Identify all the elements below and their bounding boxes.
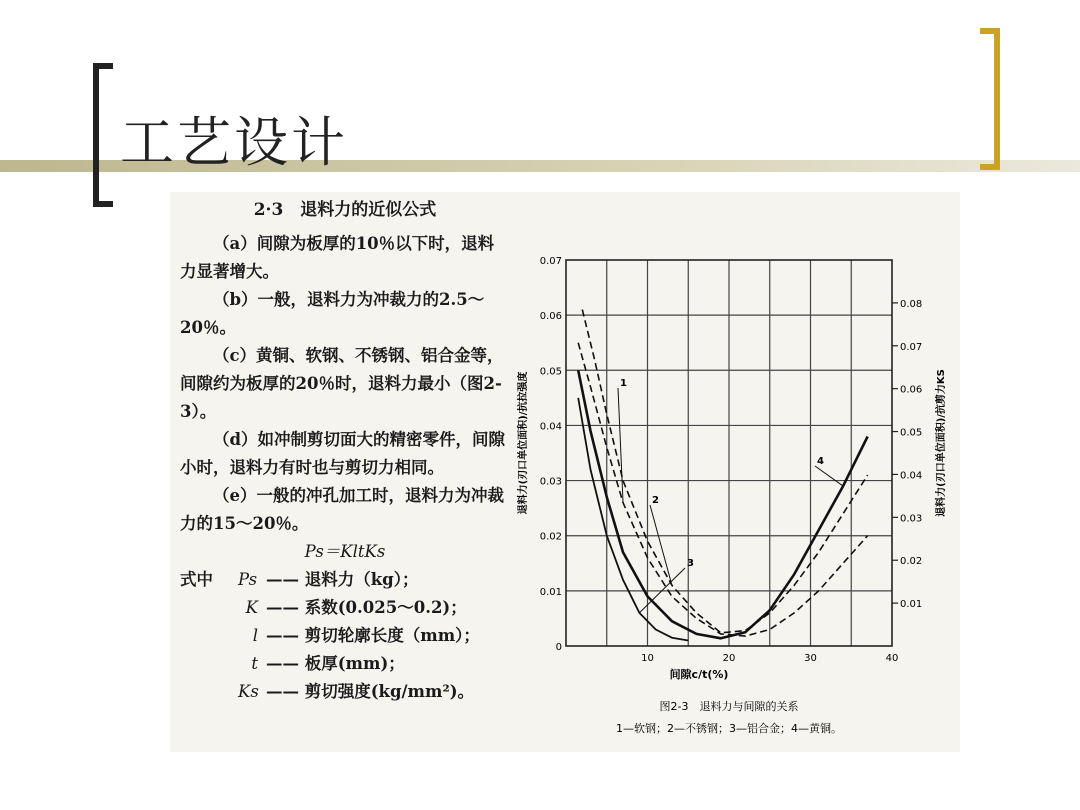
definition-text: —— 系数(0.025～0.2)； bbox=[266, 598, 467, 617]
y-right-tick-label: 0.08 bbox=[900, 298, 923, 310]
formula: Ps＝KltKs bbox=[304, 542, 386, 561]
chart-figure bbox=[512, 248, 960, 748]
y-right-axis-title: 退料力(刃口单位面积)/抗剪力KS bbox=[936, 369, 947, 517]
definition-symbol: K bbox=[245, 598, 258, 617]
series-label-leader bbox=[815, 466, 843, 486]
y-right-tick-label: 0.02 bbox=[900, 556, 923, 568]
series-label: 1 bbox=[620, 378, 627, 389]
y-right-tick-label: 0.03 bbox=[900, 513, 923, 525]
x-tick-label: 40 bbox=[885, 653, 899, 664]
y-left-tick-label: 0.01 bbox=[539, 586, 562, 598]
x-tick-label: 20 bbox=[722, 653, 736, 664]
series-3-line bbox=[578, 398, 688, 641]
y-right-tick-label: 0.04 bbox=[900, 470, 923, 482]
definition-text: —— 退料力（kg）； bbox=[266, 570, 419, 589]
y-left-tick-label: 0.06 bbox=[539, 311, 562, 323]
figure-legend-text: 1—软钢；2—不锈钢；3—铝合金；4—黄铜。 bbox=[616, 722, 842, 735]
definition-row bbox=[180, 622, 510, 650]
definition-row bbox=[180, 678, 510, 706]
paragraph-d: （d）如冲制剪切面大的精密零件，间隙小时，退料力有时也与剪切力相同。 bbox=[180, 430, 506, 477]
y-left-tick-label: 0.03 bbox=[539, 476, 562, 488]
series-label: 4 bbox=[817, 456, 824, 467]
left-bracket-decoration bbox=[93, 63, 113, 207]
series-label: 2 bbox=[652, 495, 659, 506]
x-tick-label: 10 bbox=[641, 653, 654, 664]
paragraph-a: （a）间隙为板厚的10％以下时，退料力显著增大。 bbox=[180, 234, 495, 281]
paragraph-c: （c）黄铜、软钢、不锈钢、铝合金等，间隙约为板厚的20％时，退料力最小（图2-3）。 bbox=[180, 346, 504, 421]
definition-text: —— 板厚(mm)； bbox=[266, 654, 405, 673]
y-left-tick-label: 0.02 bbox=[539, 531, 562, 543]
series-label-leader bbox=[650, 505, 672, 585]
definition-symbol: Ps bbox=[238, 570, 258, 589]
x-tick-label: 30 bbox=[804, 653, 817, 664]
defs-intro: 式中 bbox=[180, 570, 213, 589]
y-right-tick-label: 0.07 bbox=[900, 341, 923, 353]
section-heading: 2·3 退料力的近似公式 bbox=[253, 200, 437, 220]
definition-row bbox=[180, 566, 510, 594]
definition-symbol: Ks bbox=[238, 682, 259, 701]
paragraph-e: （e）一般的冲孔加工时，退料力为冲裁力的15～20％。 bbox=[180, 486, 504, 533]
definition-symbol: l bbox=[252, 626, 258, 645]
series-label: 3 bbox=[687, 558, 694, 569]
y-right-tick-label: 0.01 bbox=[900, 599, 923, 611]
figure-caption: 图2-3 退料力与间隙的关系 bbox=[659, 700, 799, 713]
slide-title: 工艺设计 bbox=[120, 111, 348, 174]
y-left-axis-title: 退料力(刃口单位面积)/抗拉强度 bbox=[518, 371, 529, 515]
definition-symbol: t bbox=[251, 654, 258, 673]
y-left-tick-label: 0 bbox=[555, 642, 562, 653]
section-text bbox=[180, 196, 510, 706]
x-axis-title: 间隙c/t(%) bbox=[669, 668, 729, 681]
series-4-line bbox=[578, 370, 867, 638]
y-left-tick-label: 0.07 bbox=[539, 256, 562, 267]
definition-row bbox=[180, 594, 510, 622]
definition-text: —— 剪切强度(kg/mm²)。 bbox=[266, 682, 474, 701]
right-bracket-decoration bbox=[980, 28, 1000, 170]
definition-text: —— 剪切轮廓长度（mm）； bbox=[266, 626, 480, 645]
clearance-chart bbox=[512, 248, 960, 748]
y-right-tick-label: 0.06 bbox=[900, 384, 923, 396]
y-left-tick-label: 0.04 bbox=[539, 421, 562, 433]
y-right-tick-label: 0.05 bbox=[900, 427, 923, 439]
paragraph-b: （b）一般，退料力为冲裁力的2.5～20％。 bbox=[180, 290, 485, 337]
y-left-tick-label: 0.05 bbox=[539, 366, 562, 378]
definition-row bbox=[180, 650, 510, 678]
